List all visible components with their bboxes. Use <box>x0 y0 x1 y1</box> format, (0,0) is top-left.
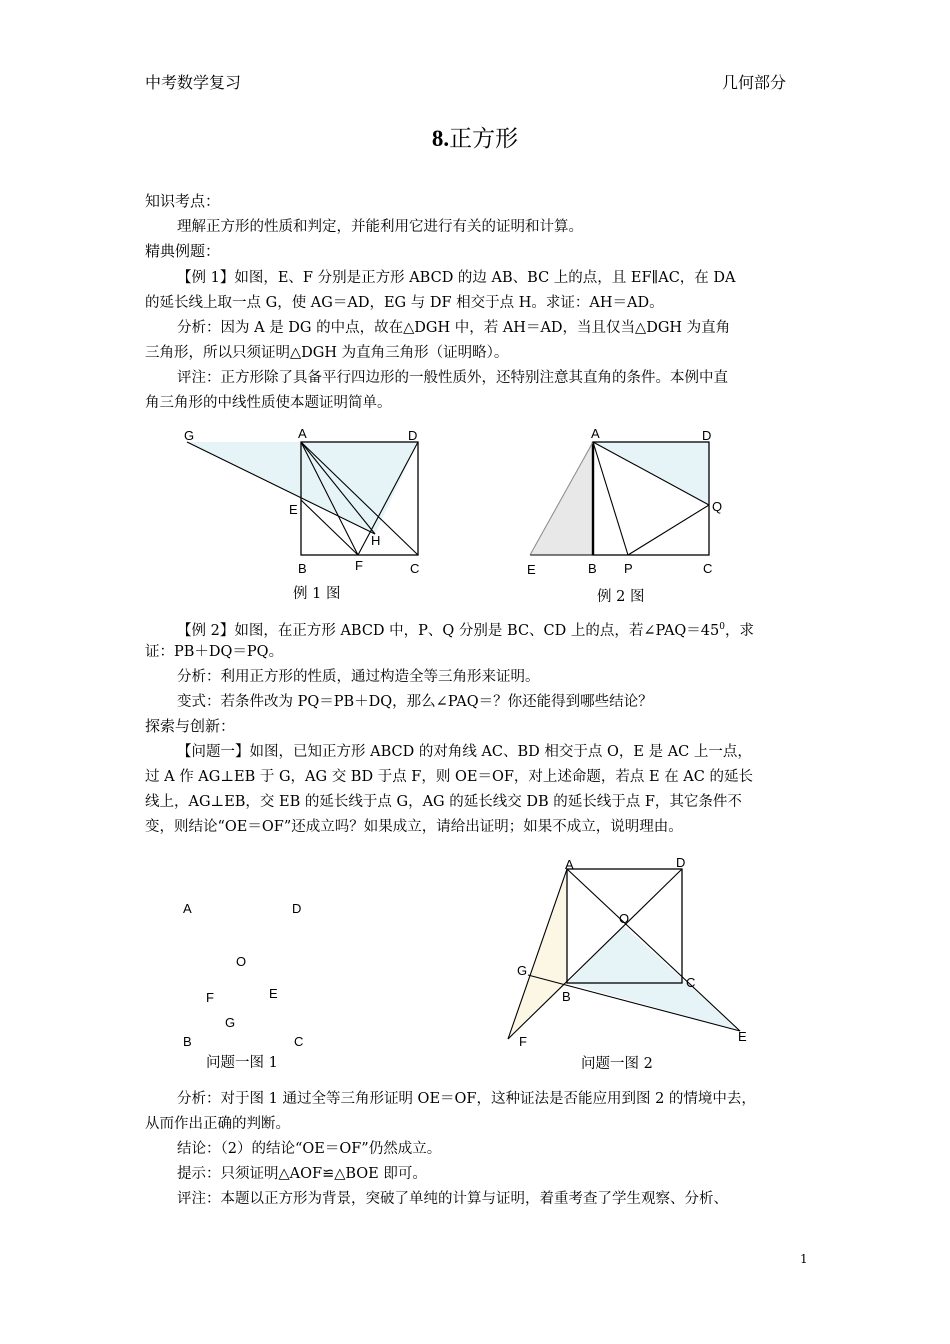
figure-ex1 <box>175 425 435 580</box>
fig3-label-F: F <box>206 990 214 1005</box>
fig4-label-G: G <box>517 963 528 978</box>
ex1-analysis-label: 分析： <box>177 320 221 336</box>
ex2-degree-mark: 0 <box>719 622 725 632</box>
fig4-label-B: B <box>562 989 571 1004</box>
tail-analysis-2: 从而作出正确的判断。 <box>145 1116 290 1132</box>
fig1-label-E: E <box>289 502 298 517</box>
ex2-line1-text: 【例 2】如图，在正方形 ABCD 中，P、Q 分别是 BC、CD 上的点，若∠PAQ＝45 <box>177 622 720 639</box>
ex1-analysis-1 <box>177 316 807 340</box>
ex1-analysis-2: 三角形，所以只须证明△DGH 为直角三角形（证明略）。 <box>145 345 509 361</box>
tail-analysis-text: 对于图 1 通过全等三角形证明 OE＝OF，这种证法是否能应用到图 2 的情境中去， <box>220 1091 756 1107</box>
figure-q1-2 <box>500 855 760 1055</box>
fig3-label-C: C <box>294 1034 304 1049</box>
fig2-label-C: C <box>703 561 713 576</box>
ex1-line1: 【例 1】如图，E、F 分别是正方形 ABCD 的边 AB、BC 上的点，且 EF∥AC，在 DA <box>177 270 736 286</box>
fig4-shaded-triangle-BOE <box>567 926 740 1031</box>
fig1-label-H: H <box>371 533 381 548</box>
fig2-label-E: E <box>527 562 536 577</box>
ex2-line1 <box>177 615 807 643</box>
tail-comment-text: 本题以正方形为背景，突破了单纯的计算与证明，着重考查了学生观察、分析、 <box>220 1191 728 1207</box>
q1-line2: 过 A 作 AG⊥EB 于 G，AG 交 BD 于点 F，则 OE＝OF，对上述命题，若点 E 在 AC 的延长 <box>145 769 753 785</box>
fig1-label-G: G <box>184 428 195 443</box>
fig3-label-A: A <box>183 901 192 916</box>
q1-line4: 变，则结论“OE＝OF”还成立吗？如果成立，请给出证明；如果不成立，说明理由。 <box>145 819 683 835</box>
fig4-label-A: A <box>565 857 574 872</box>
fig4-label-F: F <box>519 1034 527 1049</box>
tail-conclusion <box>177 1137 807 1161</box>
fig2-label-Q: Q <box>712 499 723 514</box>
tail-analysis-label: 分析： <box>177 1091 221 1107</box>
fig1-label-F: F <box>355 558 363 573</box>
fig1-label-D: D <box>408 428 418 443</box>
q1-line3: 线上，AG⊥EB，交 EB 的延长线于点 G，AG 的延长线交 DB 的延长线于点 F，其它条件不 <box>145 794 742 810</box>
fig2-label-P: P <box>624 561 633 576</box>
fig1-caption: 例 1 图 <box>293 586 341 602</box>
ex2-analysis <box>177 665 807 689</box>
fig4-label-E: E <box>738 1029 747 1044</box>
fig4-label-O: O <box>619 911 630 926</box>
figure-q1-1 <box>175 895 315 1055</box>
tail-comment <box>177 1187 807 1211</box>
fig1-label-A: A <box>298 426 307 441</box>
section-knowledge: 知识考点： <box>145 192 221 210</box>
section-examples: 精典例题： <box>145 242 221 260</box>
page-title <box>0 120 950 153</box>
page-number: 1 <box>800 1252 808 1266</box>
fig1-shaded-region <box>187 442 418 534</box>
fig3-label-D: D <box>292 901 302 916</box>
tail-conclusion-text: （2）的结论“OE＝OF”仍然成立。 <box>220 1141 442 1157</box>
fig3-label-B: B <box>183 1034 192 1049</box>
ex2-variant: 变式：若条件改为 PQ＝PB＋DQ，那么∠PAQ＝？你还能得到哪些结论？ <box>177 694 653 710</box>
ex2-analysis-text: 利用正方形的性质，通过构造全等三角形来证明。 <box>220 669 540 685</box>
q1-line1: 【问题一】如图，已知正方形 ABCD 的对角线 AC、BD 相交于点 O，E 是 AC 上一点， <box>177 744 752 760</box>
header-right: 几何部分 <box>722 73 787 92</box>
title-text: 正方形 <box>449 126 519 152</box>
fig2-label-A: A <box>591 426 600 441</box>
fig3-label-G: G <box>225 1015 236 1030</box>
tail-hint-text: 只须证明△AOF≌△BOE 即可。 <box>220 1166 427 1182</box>
fig3-caption: 问题一图 1 <box>206 1055 278 1071</box>
tail-comment-label: 评注： <box>177 1191 221 1207</box>
fig3-label-E: E <box>269 986 278 1001</box>
fig2-label-B: B <box>588 561 597 576</box>
ex1-comment-2: 角三角形的中线性质使本题证明简单。 <box>145 395 392 411</box>
fig2-label-D: D <box>702 428 712 443</box>
fig4-caption: 问题一图 2 <box>581 1056 653 1072</box>
title-number: 8. <box>431 126 450 151</box>
fig4-label-C: C <box>686 975 696 990</box>
ex1-comment-1: 评注：正方形除了具备平行四边形的一般性质外，还特别注意其直角的条件。本例中直 <box>177 370 728 386</box>
fig3-label-O: O <box>236 954 247 969</box>
knowledge-text: 理解正方形的性质和判定，并能利用它进行有关的证明和计算。 <box>177 219 583 235</box>
fig4-label-D: D <box>676 855 686 870</box>
ex1-analysis-text: 因为 A 是 DG 的中点，故在△DGH 中，若 AH＝AD，当且仅当△DGH 为直角 <box>220 320 731 336</box>
header-left: 中考数学复习 <box>145 73 242 92</box>
figure-ex2 <box>520 425 735 580</box>
fig2-line-AP <box>593 442 628 555</box>
fig2-caption: 例 2 图 <box>597 589 645 605</box>
ex2-analysis-label: 分析： <box>177 669 221 685</box>
tail-conclusion-label: 结论： <box>177 1141 221 1157</box>
fig1-label-C: C <box>410 561 420 576</box>
fig2-line-PQ <box>628 505 709 555</box>
ex1-line2: 的延长线上取一点 G，使 AG＝AD，EG 与 DF 相交于点 H。求证：AH＝AD。 <box>145 295 664 311</box>
tail-hint <box>177 1162 807 1186</box>
tail-hint-label: 提示： <box>177 1166 221 1182</box>
ex2-line1-end: ，求 <box>725 622 754 639</box>
section-explore: 探索与创新： <box>145 717 236 735</box>
ex2-line2: 证：PB＋DQ＝PQ。 <box>145 644 284 660</box>
fig1-label-B: B <box>298 561 307 576</box>
tail-analysis-1 <box>177 1087 807 1111</box>
